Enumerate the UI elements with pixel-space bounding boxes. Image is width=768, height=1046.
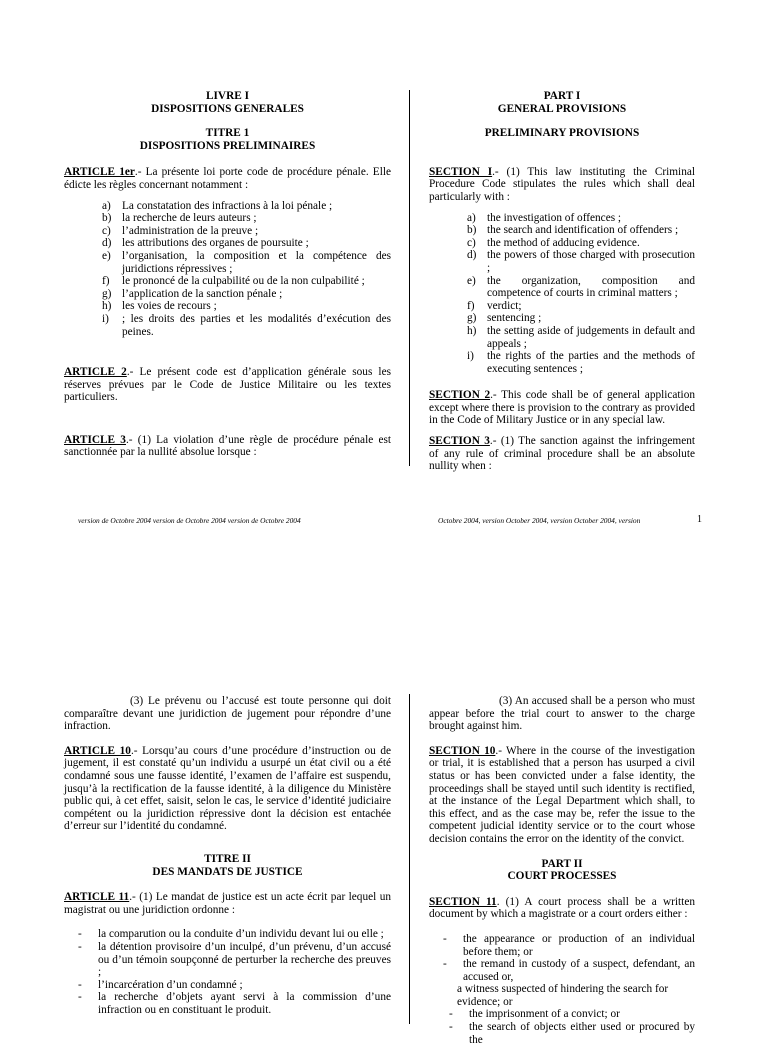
section-2-text: .- This code shall be of general application except where there is provision to the contrary as provided in the Code of Military Justice or in any special law.: [429, 389, 695, 427]
page1-left-column: [64, 90, 391, 459]
article-11-list: [78, 928, 391, 1016]
list-item: e) the organization, composition and competence of courts in criminal matters ;: [467, 274, 695, 300]
list-item: a) the investigation of offences ;: [467, 211, 622, 224]
preliminary-provisions-heading: PRELIMINARY PROVISIONS: [484, 127, 640, 140]
article-1-label: ARTICLE 1er: [64, 166, 135, 179]
list-item: c) the method of adducing evidence.: [467, 236, 640, 249]
paragraph-3-fr: (3) Le prévenu ou l’accusé est toute personne qui doit comparaître devant une juridiction de jugement pour répondre d’une infraction.: [64, 695, 391, 733]
section-3-label: SECTION 3: [429, 435, 490, 448]
section-10-label: SECTION 10: [429, 744, 496, 757]
list-item: i) ; les droits des parties et les modalités d’exécution des peines.: [102, 312, 391, 338]
titre-2-subheading: DES MANDATS DE JUSTICE: [152, 865, 303, 878]
livre-heading: LIVRE I: [205, 90, 249, 102]
footer-right: Octobre 2004, version October 2004, version October 2004, version: [438, 516, 641, 525]
section-1-label: SECTION I: [429, 165, 493, 178]
list-item: - la détention provisoire d’un inculpé, d’un prévenu, d’un accusé ou d’un témoin soupçonné de perturber la recherche des preuves ;: [78, 940, 391, 979]
section-10: [429, 745, 695, 846]
footer-left: version de Octobre 2004 version de Octobre 2004 version de Octobre 2004: [78, 516, 301, 525]
section-11: [429, 896, 695, 921]
list-item: f) verdict;: [467, 299, 522, 312]
article-10-label: ARTICLE 10: [64, 744, 131, 757]
section-1-list: [467, 212, 695, 376]
list-item: - l’incarcération d’un condamné ;: [78, 978, 243, 991]
list-item: e) l’organisation, la composition et la compétence des juridictions répressives ;: [102, 249, 391, 275]
column-divider-top: [409, 90, 410, 466]
part-2-subheading: COURT PROCESSES: [507, 870, 617, 883]
list-item: - the search of objects either used or procured by the: [449, 1021, 695, 1046]
section-11-text: . (1) A court process shall be a written document by which a magistrate or a court orders either :: [429, 895, 695, 921]
list-item: - the imprisonment of a convict; or: [449, 1008, 620, 1021]
list-item: a) La constatation des infractions à la loi pénale ;: [102, 199, 333, 212]
article-3: [64, 434, 391, 459]
list-item: b) la recherche de leurs auteurs ;: [102, 212, 257, 225]
article-2-label: ARTICLE 2: [64, 366, 127, 379]
paragraph-3-en: (3) An accused shall be a person who must appear before the trial court to answer to the charge brought against him.: [429, 695, 695, 733]
list-item: c) l’administration de la preuve ;: [102, 224, 259, 237]
general-provisions-heading: GENERAL PROVISIONS: [497, 102, 627, 115]
list-item: - la recherche d’objets ayant servi à la commission d’une infraction ou en constituant le produit.: [78, 991, 391, 1016]
page2-left-column: [64, 695, 391, 1016]
list-item: - the appearance or production of an individual before them; or: [443, 932, 695, 958]
section-11-list-continued: [449, 1008, 695, 1046]
list-item: d) the powers of those charged with prosecution ;: [467, 249, 695, 274]
section-3: [429, 435, 695, 473]
article-3-text: .- (1) La violation d’une règle de procédure pénale est sanctionnée par la nullité absolue lorsque :: [64, 433, 391, 459]
article-3-label: ARTICLE 3: [64, 433, 126, 446]
article-10-text: .- Lorsqu’au cours d’une procédure d’instruction ou de jugement, il est constaté qu’un individu a usurpé un état civil ou a été condamné sous une fausse identité, l’examen de l’affaire est suspendu, jusqu’à la rectification de la fausse identité, à la diligence du Ministère public qui, à cet effet, saisit, selon le cas, le service d’identité judiciaire compétent ou la juridiction répressive dont la décision est entachée d’erreur sur l’identité du condamné.: [64, 744, 392, 833]
list-item: - la comparution ou la conduite d’un individu devant lui ou elle ;: [78, 928, 384, 941]
list-item: g) l’application de la sanction pénale ;: [102, 287, 283, 300]
list-item: i) the rights of the parties and the methods of executing sentences ;: [467, 350, 695, 375]
section-10-text: .- Where in the course of the investigation or trial, it is established that a person has usurped a civil status or has been convicted under a false identity, the proceedings shall be stayed until such identity is rectified, at the instance of the Legal Department which shall, to this effect, and as the case may be, refer the issue to the competent judicial identity service or to the court whose decision contains the error on the identity of the convict.: [429, 744, 695, 845]
part-2-heading: PART II: [541, 857, 583, 870]
list-item: b) the search and identification of offenders ;: [467, 224, 679, 237]
section-11-list: [443, 933, 695, 983]
section-11-label: SECTION 11: [429, 895, 497, 908]
dispositions-heading: DISPOSITIONS GENERALES: [151, 102, 304, 115]
section-11-witness-line: a witness suspected of hindering the search for evidence; or: [457, 983, 669, 1008]
article-10: [64, 745, 391, 833]
titre-2-heading: TITRE II: [204, 852, 251, 865]
list-item: f) le prononcé de la culpabilité ou de la non culpabilité ;: [102, 275, 365, 288]
list-item: d) les attributions des organes de poursuite ;: [102, 237, 309, 250]
article-2-text: .- Le présent code est d’application générale sous les réserves prévues par le Code de Justice Militaire ou les textes particuliers.: [64, 366, 391, 404]
list-item: - the remand in custody of a suspect, defendant, an accused or,: [443, 958, 695, 983]
article-11-text: .- (1) Le mandat de justice est un acte écrit par lequel un magistrat ou une juridiction ordonne :: [64, 891, 392, 916]
section-3-text: .- (1) The sanction against the infringement of any rule of criminal procedure shall be an absolute nullity when :: [429, 435, 696, 473]
page-number: 1: [697, 514, 702, 525]
article-2: [64, 366, 391, 404]
section-1-text: .- (1) This law instituting the Criminal Procedure Code stipulates the rules which shall deal particularly with :: [429, 165, 695, 203]
page2-right-column: [429, 695, 695, 1046]
titre-subheading: DISPOSITIONS PRELIMINAIRES: [139, 139, 316, 152]
section-2: [429, 389, 695, 427]
part-heading: PART I: [543, 90, 581, 102]
article-1: [64, 166, 391, 191]
article-1-text: .- La présente loi porte code de procédure pénale. Elle édicte les règles concernant notamment :: [64, 166, 391, 191]
column-divider-bottom: [409, 694, 410, 1024]
list-item: g) sentencing ;: [467, 312, 542, 325]
list-item: h) les voies de recours ;: [102, 300, 217, 313]
section-2-label: SECTION 2: [429, 389, 491, 402]
list-item: h) the setting aside of judgements in default and appeals ;: [467, 324, 695, 350]
section-1: [429, 166, 695, 204]
article-11: [64, 891, 391, 916]
article-11-label: ARTICLE 11: [64, 891, 130, 904]
page1-right-column: [429, 90, 695, 473]
article-1-list: [102, 200, 391, 339]
titre-heading: TITRE 1: [205, 127, 250, 140]
